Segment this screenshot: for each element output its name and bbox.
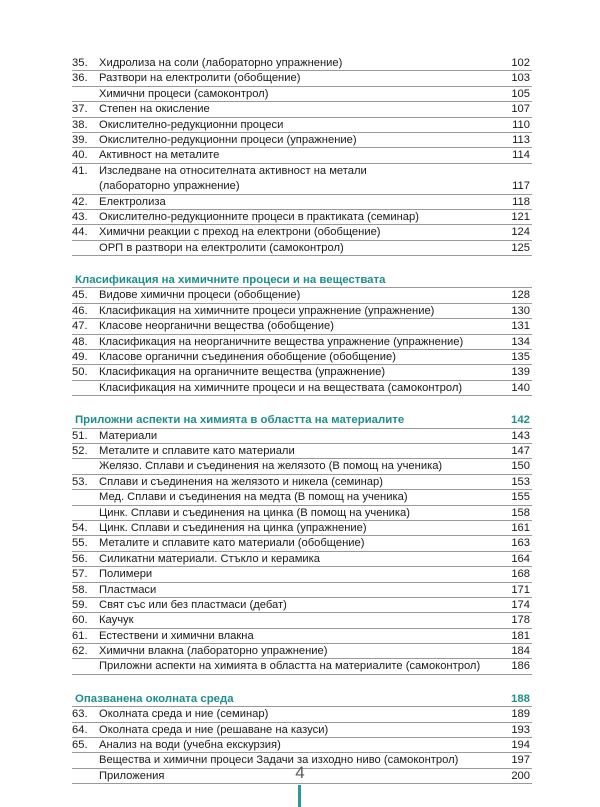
toc-title: Цинк. Сплави и съединения на цинка (упражнение): [99, 521, 367, 534]
toc-title: Пластмаси: [99, 583, 157, 596]
toc-title: Окислително-редукционни процеси (упражнение): [99, 133, 357, 146]
toc-row: [72, 381, 532, 396]
toc-title: Мед. Сплави и съединения на медта (В помощ на ученика): [99, 491, 408, 504]
toc-title: Материали: [99, 429, 158, 442]
section-page: 142: [510, 414, 530, 427]
toc-title: Естествени и химични влакна: [99, 629, 254, 642]
toc-page: 164: [511, 552, 530, 565]
toc-title: Цинк. Сплави и съединения на цинка (В помощ на ученика): [99, 506, 410, 519]
toc-page: 134: [511, 335, 530, 348]
toc-row: [72, 490, 532, 505]
toc-title: Електролиза: [99, 195, 166, 208]
toc-row: [72, 118, 532, 133]
toc-title: Класификация на химичните процеси и на веществата (самоконтрол): [99, 381, 463, 394]
toc-number: 45.: [72, 289, 88, 302]
toc-row: [72, 659, 532, 674]
toc-page: 124: [511, 226, 530, 239]
toc-number: 48.: [72, 335, 88, 348]
toc-row: [72, 459, 532, 474]
toc-page: 158: [511, 506, 530, 519]
toc-page: 189: [511, 708, 530, 721]
toc-number: 63.: [72, 708, 88, 721]
toc-number: 59.: [72, 598, 88, 611]
toc-title: Полимери: [99, 568, 153, 581]
toc-page: 135: [511, 351, 530, 364]
toc-title: Силикатни материали. Стъкло и керамика: [99, 552, 321, 565]
toc-page: 113: [512, 133, 530, 146]
toc-row: [72, 195, 532, 210]
toc-page: 168: [511, 568, 530, 581]
toc-page: 117: [512, 180, 530, 193]
toc-number: 56.: [72, 552, 88, 565]
toc-page: 107: [511, 103, 530, 116]
toc-title: Приложения: [99, 769, 165, 782]
toc-page: 114: [512, 149, 530, 162]
toc-page: 197: [511, 754, 530, 767]
toc-number: 44.: [72, 226, 88, 239]
toc-title: Видове химични процеси (обобщение): [99, 289, 301, 302]
section-title: Приложни аспекти на химията в областта на материалите: [75, 414, 405, 427]
toc-row: [72, 429, 532, 444]
toc-title: Химични процеси (самоконтрол): [99, 87, 269, 100]
toc-title: Класификация на химичните процеси упражнение (упражнение): [99, 304, 435, 317]
page-marker-bar: [298, 785, 301, 807]
toc-title: Хидролиза на соли (лабораторно упражнение): [99, 57, 343, 69]
toc-page: 174: [511, 598, 530, 611]
toc-row: [72, 148, 532, 163]
toc-number: 64.: [72, 723, 88, 736]
section-heading: [72, 273, 532, 288]
toc-page: 200: [511, 769, 530, 782]
toc-page: 147: [511, 444, 530, 457]
toc-title: Изследване на относителната активност на метали: [99, 164, 367, 177]
toc-title: Окислително-редукционните процеси в практиката (семинар): [99, 210, 419, 223]
toc-row: [72, 288, 532, 303]
toc-row: [72, 738, 532, 753]
section-heading: [72, 692, 532, 707]
toc-number: 47.: [72, 320, 88, 333]
toc-row: [72, 304, 532, 319]
toc-number: 40.: [72, 149, 88, 162]
toc-title: Класове органични съединения обобщение (обобщение): [99, 351, 396, 364]
toc-row: [72, 56, 532, 71]
toc-page: 193: [511, 723, 530, 736]
toc-number: 41.: [72, 164, 88, 177]
toc-page: 143: [511, 429, 530, 442]
toc-page: 153: [511, 475, 530, 488]
toc-row: [72, 598, 532, 613]
toc-row: [72, 707, 532, 722]
toc-group-1: [72, 56, 532, 256]
toc-title: Степен на окисление: [99, 103, 210, 116]
toc-number: 62.: [72, 645, 88, 658]
toc-page: 194: [511, 739, 530, 752]
toc-page: 103: [511, 72, 530, 85]
toc-row: [72, 444, 532, 459]
section-page: 188: [510, 692, 530, 705]
toc-number: 58.: [72, 583, 88, 596]
toc-page: 128: [511, 289, 530, 302]
toc-number: 35.: [72, 57, 88, 69]
toc-page: 181: [511, 629, 530, 642]
toc-page: 102: [511, 57, 530, 69]
toc-title: Сплави и съединения на желязото и никела (семинар): [99, 475, 383, 488]
toc-page: 171: [511, 583, 530, 596]
page-number: 4: [295, 763, 305, 782]
toc-number: 53.: [72, 475, 88, 488]
toc-page: 163: [511, 537, 530, 550]
toc-title: Разтвори на електролити (обобщение): [99, 72, 301, 85]
toc-page: 150: [511, 460, 530, 473]
toc-number: 50.: [72, 366, 88, 379]
toc-number: 49.: [72, 351, 88, 364]
toc-page: 121: [511, 210, 530, 223]
toc-row: [72, 350, 532, 365]
section-heading: [72, 413, 532, 428]
toc-title: (лабораторно упражнение): [99, 180, 240, 193]
toc-number: 36.: [72, 72, 88, 85]
toc-group-3: [72, 413, 532, 675]
toc-number: 43.: [72, 210, 88, 223]
toc-row: [72, 87, 532, 102]
toc-number: 57.: [72, 568, 88, 581]
toc-page: 184: [511, 645, 530, 658]
toc-row: [72, 506, 532, 521]
toc-row: [72, 179, 532, 194]
toc-row: [72, 335, 532, 350]
toc-row: [72, 475, 532, 490]
toc-row: [72, 210, 532, 225]
toc-row: [72, 133, 532, 148]
toc-number: 38.: [72, 118, 88, 131]
toc-page: 139: [511, 366, 530, 379]
toc-page: 186: [511, 660, 530, 673]
toc-page: 178: [511, 614, 530, 627]
toc-row: [72, 164, 532, 179]
toc-number: 51.: [72, 429, 88, 442]
toc-number: 60.: [72, 614, 88, 627]
toc-number: 39.: [72, 133, 88, 146]
toc-title: Химични реакции с преход на електрони (обобщение): [99, 226, 381, 239]
toc-title: ОРП в разтвори на електролити (самоконтрол): [99, 241, 344, 254]
toc-row: [72, 723, 532, 738]
toc-row: [72, 613, 532, 628]
toc-number: 37.: [72, 103, 88, 116]
toc-row: [72, 644, 532, 659]
toc-title: Каучук: [99, 614, 134, 627]
toc-row: [72, 521, 532, 536]
toc-title: Класификация на неорганичните вещества упражнение (упражнение): [99, 335, 464, 348]
toc-page: 105: [511, 87, 530, 100]
toc-title: Активност на металите: [99, 149, 220, 162]
section-title: Опазванена околната среда: [75, 692, 234, 705]
toc-number: 42.: [72, 195, 88, 208]
toc-page: 140: [511, 381, 530, 394]
toc-number: 65.: [72, 739, 88, 752]
toc-row: [72, 365, 532, 380]
toc-title: Околната среда и ние (решаване на казуси): [99, 723, 329, 736]
toc-title: Класификация на органичните вещества (упражнение): [99, 366, 386, 379]
toc-title: Окислително-редукционни процеси: [99, 118, 284, 131]
toc-page: 118: [512, 195, 530, 208]
section-title: Класификация на химичните процеси и на веществата: [75, 274, 386, 287]
toc-row: [72, 241, 532, 256]
toc-page: 110: [512, 118, 530, 131]
toc-title: Свят със или без пластмаси (дебат): [99, 598, 287, 611]
toc-row: [72, 552, 532, 567]
toc-number: 54.: [72, 521, 88, 534]
toc-row: [72, 225, 532, 240]
toc-group-2: [72, 273, 532, 396]
toc-row: [72, 567, 532, 582]
toc-row: [72, 319, 532, 334]
toc-title: Приложни аспекти на химията в областта на материалите (самоконтрол): [99, 660, 481, 673]
toc-title: Вещества и химични процеси Задачи за изходно ниво (самоконтрол): [99, 754, 459, 767]
toc-row: [72, 102, 532, 117]
toc-page: 155: [511, 491, 530, 504]
toc-page: 131: [511, 320, 530, 333]
toc-number: 46.: [72, 304, 88, 317]
toc-title: Желязо. Сплави и съединения на желязото (В помощ на ученика): [99, 460, 443, 473]
toc-number: 61.: [72, 629, 88, 642]
toc-title: Металите и сплавите като материали (обобщение): [99, 537, 365, 550]
toc-title: Химични влакна (лабораторно упражнение): [99, 645, 328, 658]
toc-number: 55.: [72, 537, 88, 550]
table-of-contents: [72, 56, 532, 784]
toc-row: [72, 629, 532, 644]
toc-number: 52.: [72, 444, 88, 457]
toc-title: Околната среда и ние (семинар): [99, 708, 269, 721]
toc-title: Анализ на води (учебна екскурзия): [99, 739, 281, 752]
toc-page: 161: [511, 521, 530, 534]
toc-row: [72, 71, 532, 86]
toc-row: [72, 536, 532, 551]
toc-title: Металите и сплавите като материали: [99, 444, 295, 457]
toc-title: Класове неорганични вещества (обобщение): [99, 320, 334, 333]
toc-row: [72, 583, 532, 598]
toc-page: 125: [511, 241, 530, 254]
toc-page: 130: [511, 304, 530, 317]
